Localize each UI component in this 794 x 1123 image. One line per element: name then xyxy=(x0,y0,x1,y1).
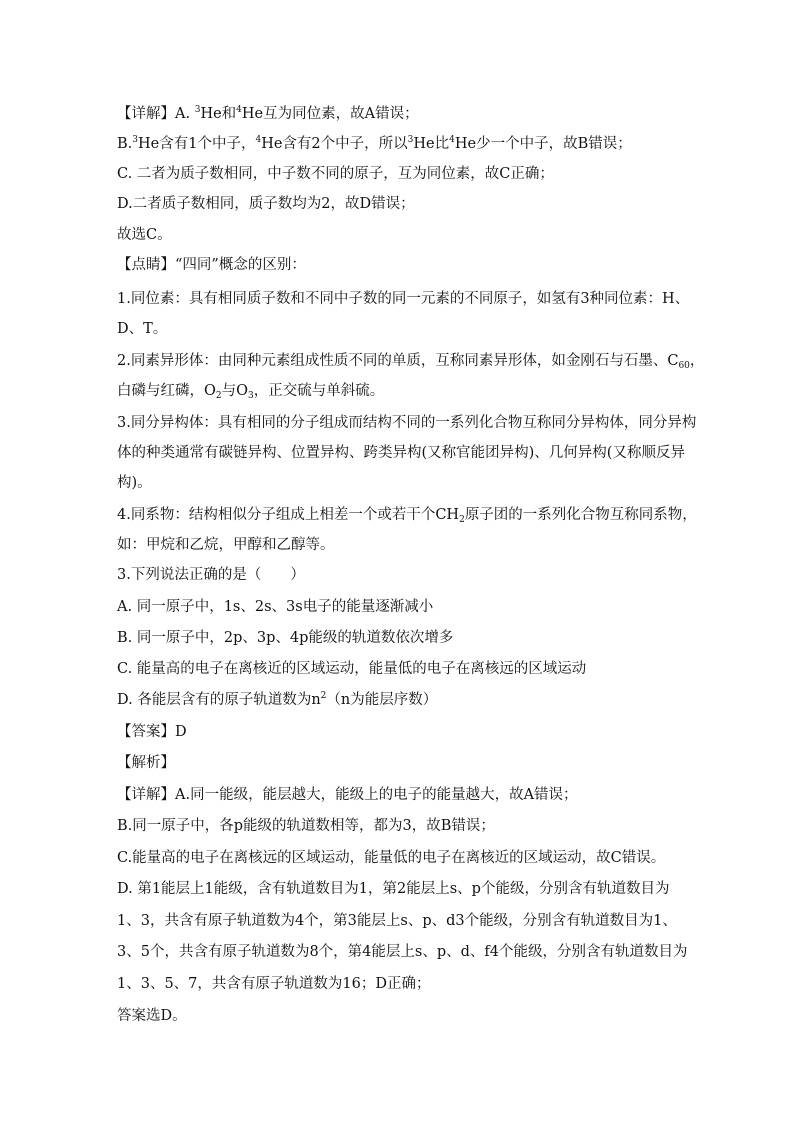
analysis-tag: 【解析】 xyxy=(117,755,175,771)
detail2-tag: 【详解】 xyxy=(117,787,175,803)
question-option-a: A. 同一原子中，1s、2s、3s电子的能量逐渐减小 xyxy=(117,599,434,615)
tips-item4-line1: 4.同系物：结构相似分子组成上相差一个或若干个$CH_2$原子团的一系列化合物互称同系物， xyxy=(117,507,697,525)
detail1-line-a: 【详解】A. $^3$He和$^4$He互为同位素，故A错误； xyxy=(117,105,419,122)
detail1-line-c: C. 二者为质子数相同，中子数不同的原子，互为同位素，故C正确； xyxy=(117,166,554,182)
tips-item2-line2: 白磷与红磷，$O_2$与$O_3$，正交硫与单斜硫。 xyxy=(117,383,385,401)
answer-value: D xyxy=(175,724,187,740)
detail1-conclusion: 故选C。 xyxy=(117,227,172,243)
tips-tag: 【点睛】 xyxy=(117,257,175,273)
answer-line xyxy=(117,722,187,742)
detail1-line-b: B.$^3$He含有1个中子，$^4$He含有2个中子，所以$^3$He比$^4$He少一个中子，故B错误； xyxy=(117,135,632,152)
question-option-c: C. 能量高的电子在离核近的区域运动，能量低的电子在离核远的区域运动 xyxy=(117,661,587,677)
detail1-tag: 【详解】 xyxy=(117,106,175,122)
detail1-line-d: D.二者质子数相同，质子数均为2，故D错误； xyxy=(117,196,415,212)
detail2-line-d4: 1、3、5、7，共含有原子轨道数为16；D正确； xyxy=(117,976,431,992)
tips-item2-line1: 2.同素异形体：由同种元素组成性质不同的单质，互称同素异形体，如金刚石与石墨、$C_{60}$， xyxy=(117,353,705,371)
detail2-line-a: 【详解】A.同一能级，能层越大，能级上的电子的能量越大，故A错误； xyxy=(117,787,578,803)
tips-item1-line1: 1.同位素：具有相同质子数和不同中子数的同一元素的不同原子，如氢有3种同位素：H、 xyxy=(117,291,690,307)
detail2-line-c: C.能量高的电子在离核远的区域运动，能量低的电子在离核近的区域运动，故C错误。 xyxy=(117,850,666,866)
tips-item3-line3: 构)。 xyxy=(117,475,152,491)
tips-item3-line2: 体的种类通常有碳链异构、位置异构、跨类异构(又称官能团异构)、几何异构(又称顺反异 xyxy=(117,445,685,461)
detail2-conclusion: 答案选D。 xyxy=(117,1008,187,1024)
detail2-line-d1: D. 第1能层上1能级，含有轨道数目为1，第2能层上s、p个能级，分别含有轨道数目为 xyxy=(117,881,670,897)
answer-tag: 【答案】 xyxy=(117,724,175,740)
question-option-d: D. 各能层含有的原子轨道数为$n^2(n$为能层序数） xyxy=(117,691,438,708)
question-option-b: B. 同一原子中，2p、3p、4p能级的轨道数依次增多 xyxy=(117,630,454,646)
tips-item3-line1: 3.同分异构体：具有相同的分子组成而结构不同的一系列化合物互称同分异构体，同分异构 xyxy=(117,415,697,431)
detail2-line-b: B.同一原子中，各p能级的轨道数相等，都为3，故B错误； xyxy=(117,818,495,834)
tips-item4-line2: 如：甲烷和乙烷，甲醇和乙醇等。 xyxy=(117,537,335,553)
tips-heading: 【点睛】“四同”概念的区别： xyxy=(117,257,306,273)
detail2-line-d2: 1、3，共含有原子轨道数为4个，第3能层上s、p、d3个能级，分别含有轨道数目为1、 xyxy=(117,913,677,929)
detail2-line-d3: 3、5个，共含有原子轨道数为8个，第4能层上s、p、d、f4个能级，分别含有轨道数目为 xyxy=(117,944,688,960)
tips-item1-line2: D、T。 xyxy=(117,321,168,337)
question-stem: 3.下列说法正确的是（ ） xyxy=(117,567,305,583)
